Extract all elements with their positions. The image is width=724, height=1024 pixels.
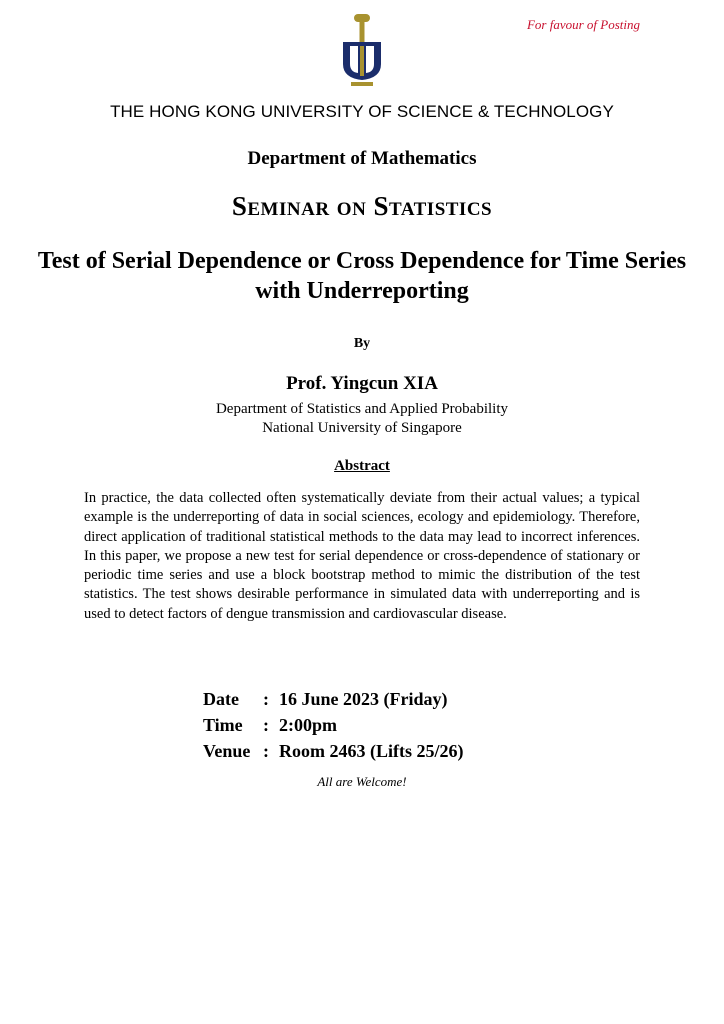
- venue-label: Venue: [203, 741, 251, 761]
- logo-center-bar: [360, 46, 364, 76]
- speaker-name: Prof. Yingcun XIA: [286, 373, 438, 394]
- date-label: Date: [203, 689, 239, 709]
- welcome-note: All are Welcome!: [317, 774, 407, 789]
- seminar-series-heading: Seminar on Statistics: [231, 191, 493, 221]
- hkust-logo-icon: [339, 12, 385, 88]
- time-row: [203, 712, 463, 738]
- logo-inner-left: [350, 46, 358, 73]
- date-separator: :: [263, 689, 269, 709]
- talk-title: Test of Serial Dependence or Cross Dependence for Time Series with Underreporting: [37, 248, 687, 304]
- event-details: [203, 686, 463, 764]
- university-name: THE HONG KONG UNIVERSITY OF SCIENCE & TECHNOLOGY: [110, 102, 614, 121]
- time-separator: :: [263, 715, 269, 735]
- date-value: 16 June 2023 (Friday): [279, 689, 448, 709]
- abstract-text: In practice, the data collected often systematically deviate from their actual values; a typical example is the underreporting of data in social sciences, ecology and epidemiology. Therefore, direct application of traditional statistical methods to the data may lead to incorrect inferences. In this paper, we propose a new test for serial dependence or cross-dependence of stationary or periodic time series and use a block bootstrap method to mimic the distribution of the test statistics. The test shows desirable performance in simulated data with underreporting and is used to detect factors of dengue transmission and cardiovascular disease.: [84, 490, 640, 622]
- venue-row: [203, 738, 463, 764]
- time-value: 2:00pm: [279, 715, 337, 735]
- logo-base: [351, 82, 373, 86]
- venue-value: Room 2463 (Lifts 25/26): [279, 741, 464, 761]
- logo-inner-right: [366, 46, 374, 73]
- venue-separator: :: [263, 741, 269, 761]
- affiliation-department: Department of Statistics and Applied Probability: [215, 401, 509, 417]
- time-label: Time: [203, 715, 243, 735]
- logo-gold-disc: [354, 14, 370, 22]
- speaker-affiliation: [0, 400, 724, 438]
- date-row: [203, 686, 463, 712]
- affiliation-university: National University of Singapore: [262, 420, 462, 436]
- department-name: Department of Mathematics: [247, 148, 477, 169]
- abstract-heading: Abstract: [334, 458, 390, 474]
- by-label: By: [353, 336, 371, 351]
- posting-note: For favour of Posting: [526, 17, 640, 32]
